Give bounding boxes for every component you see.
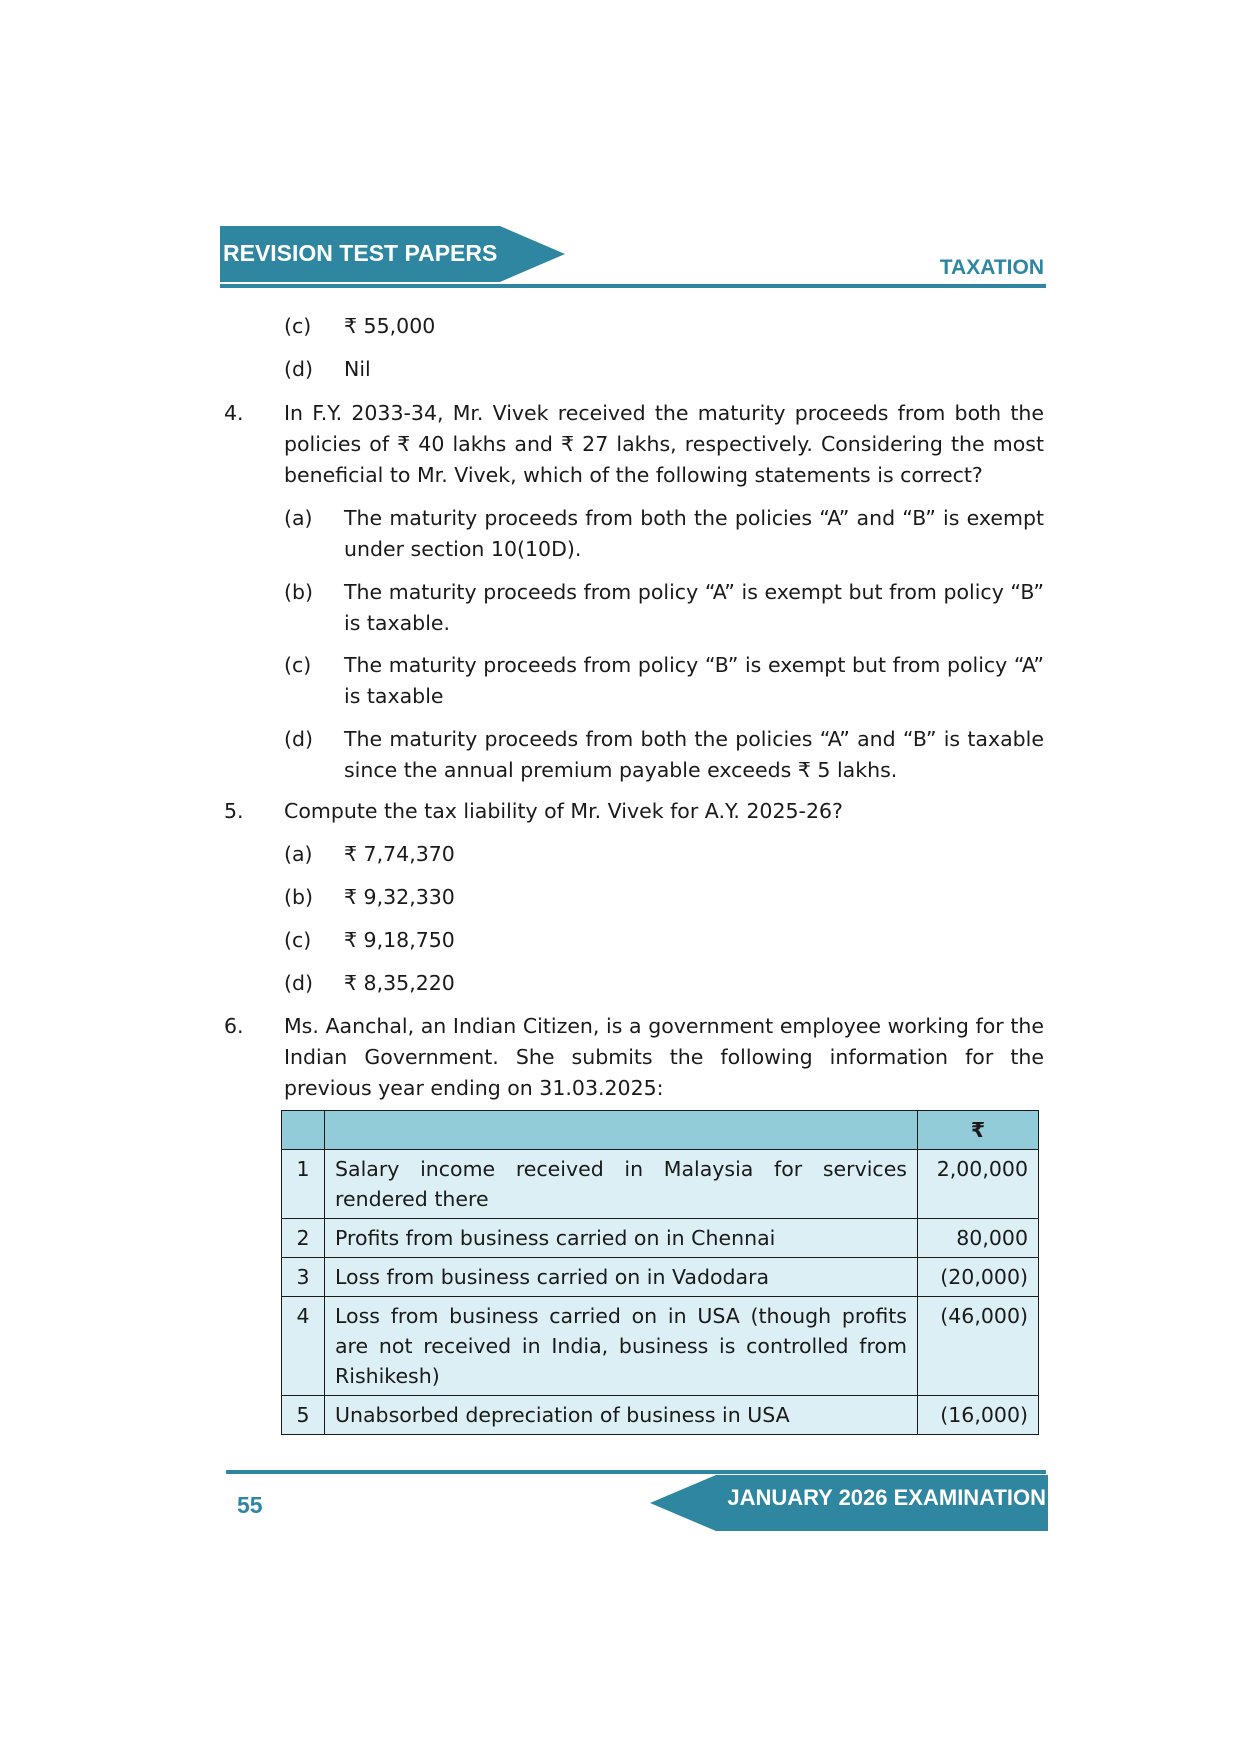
- option-label: (d): [284, 357, 314, 381]
- table-row: [282, 1396, 1039, 1435]
- row-sn: 2: [282, 1219, 325, 1258]
- table-header-sn: [282, 1111, 325, 1150]
- table-header-currency: ₹: [918, 1111, 1039, 1150]
- option-label: (a): [284, 506, 313, 530]
- option-text: ₹ 55,000: [344, 314, 436, 338]
- option-label: (a): [284, 842, 313, 866]
- question-number: 6.: [224, 1014, 244, 1038]
- option-text: Nil: [344, 357, 371, 381]
- table-row: [282, 1150, 1039, 1219]
- row-amount: (20,000): [918, 1258, 1039, 1297]
- option-text: The maturity proceeds from policy “B” is exempt but from policy “A” is taxable: [344, 653, 1044, 708]
- table-header-particulars: [325, 1111, 918, 1150]
- option-label: (b): [284, 885, 314, 909]
- header-banner: [220, 226, 565, 286]
- row-amount: 80,000: [918, 1219, 1039, 1258]
- option-text: ₹ 8,35,220: [344, 971, 455, 995]
- footer-banner: [650, 1475, 1048, 1531]
- table-row: [282, 1258, 1039, 1297]
- header-banner-title: REVISION TEST PAPERS: [223, 240, 498, 266]
- option-label: (c): [284, 653, 312, 677]
- table-row: [282, 1219, 1039, 1258]
- question-number: 5.: [224, 799, 244, 823]
- row-particular: Salary income received in Malaysia for services rendered there: [325, 1150, 918, 1219]
- option-label: (d): [284, 727, 314, 751]
- option-text: The maturity proceeds from both the policies “A” and “B” is taxable since the annual premium payable exceeds ₹ 5 lakhs.: [344, 727, 1044, 782]
- row-particular: Loss from business carried on in Vadodara: [325, 1258, 918, 1297]
- option-text: The maturity proceeds from policy “A” is exempt but from policy “B” is taxable.: [344, 580, 1044, 635]
- row-sn: 5: [282, 1396, 325, 1435]
- row-amount: (46,000): [918, 1297, 1039, 1396]
- row-particular: Unabsorbed depreciation of business in USA: [325, 1396, 918, 1435]
- subject-title: TAXATION: [939, 256, 1044, 279]
- income-table: [281, 1110, 1039, 1435]
- option-text: ₹ 7,74,370: [344, 842, 455, 866]
- footer-exam-title: JANUARY 2026 EXAMINATION: [727, 1485, 1046, 1510]
- row-sn: 1: [282, 1150, 325, 1219]
- row-amount: (16,000): [918, 1396, 1039, 1435]
- row-particular: Profits from business carried on in Chennai: [325, 1219, 918, 1258]
- row-sn: 4: [282, 1297, 325, 1396]
- option-label: (d): [284, 971, 314, 995]
- option-text: ₹ 9,32,330: [344, 885, 455, 909]
- option-text: ₹ 9,18,750: [344, 928, 455, 952]
- page-number: 55: [237, 1492, 263, 1518]
- option-label: (c): [284, 928, 312, 952]
- question-number: 4.: [224, 401, 244, 425]
- option-label: (b): [284, 580, 314, 604]
- option-label: (c): [284, 314, 312, 338]
- table-header-row: [282, 1111, 1039, 1150]
- table-row: [282, 1297, 1039, 1396]
- header-divider: [220, 284, 1046, 288]
- row-amount: 2,00,000: [918, 1150, 1039, 1219]
- question-text: Ms. Aanchal, an Indian Citizen, is a government employee working for the Indian Government. She submits the following information for the previous year ending on 31.03.2025:: [284, 1014, 1044, 1100]
- question-text: In F.Y. 2033-34, Mr. Vivek received the maturity proceeds from both the policies of ₹ 40 lakhs and ₹ 27 lakhs, respectively. Considering the most beneficial to Mr. Vivek, which of the following statements is correct?: [284, 401, 1044, 487]
- option-text: The maturity proceeds from both the policies “A” and “B” is exempt under section 10(10D).: [344, 506, 1044, 561]
- footer-divider: [226, 1470, 1046, 1474]
- row-particular: Loss from business carried on in USA (though profits are not received in India, business is controlled from Rishikesh): [325, 1297, 918, 1396]
- row-sn: 3: [282, 1258, 325, 1297]
- question-text: Compute the tax liability of Mr. Vivek for A.Y. 2025-26?: [284, 799, 843, 823]
